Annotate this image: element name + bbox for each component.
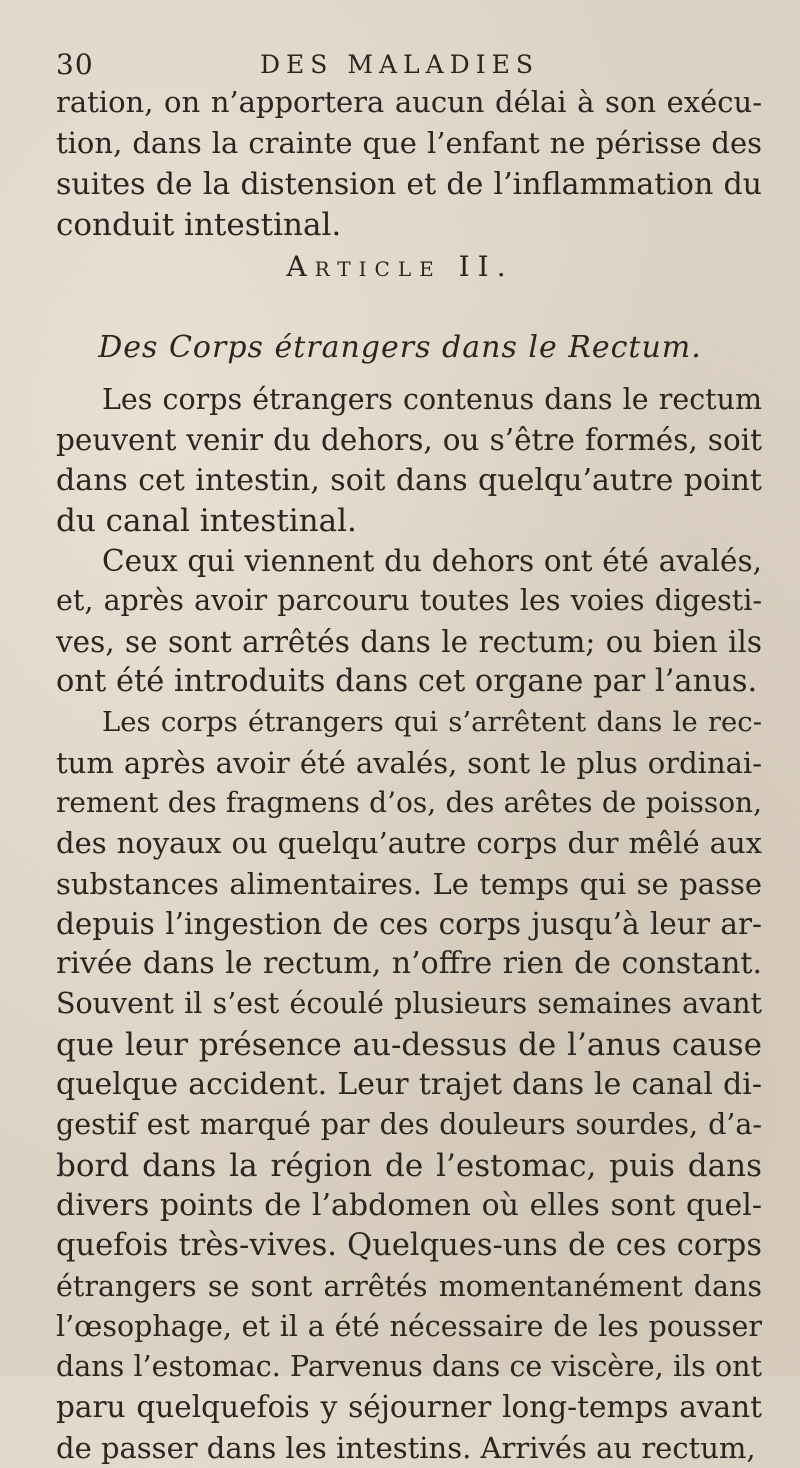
text-line: Les corps étrangers contenus dans le rectum bbox=[102, 383, 762, 416]
text-line: suites de la distension et de l’inflammation du bbox=[56, 167, 762, 202]
text-line: du canal intestinal. bbox=[56, 502, 357, 539]
text-line: tion, dans la crainte que l’enfant ne périsse des bbox=[56, 126, 762, 160]
text-line: Souvent il s’est écoulé plusieurs semaines avant bbox=[56, 987, 762, 1021]
text-line: paru quelquefois y séjourner long-temps avant bbox=[56, 1390, 762, 1425]
running-title: DES MALADIES bbox=[260, 50, 539, 79]
text-line: depuis l’ingestion de ces corps jusqu’à leur ar- bbox=[56, 906, 762, 941]
text-line: de passer dans les intestins. Arrivés au rectum, bbox=[56, 1430, 756, 1465]
text-line: ont été introduits dans cet organe par l’anus. bbox=[56, 664, 758, 700]
text-line: divers points de l’abdomen où elles sont quel- bbox=[56, 1187, 762, 1223]
text-line: et, après avoir parcouru toutes les voies digesti- bbox=[56, 584, 762, 618]
text-line: ves, se sont arrêtés dans le rectum; ou bien ils bbox=[56, 624, 762, 659]
text-line: Les corps étrangers qui s’arrêtent dans le rec- bbox=[102, 706, 762, 739]
text-line: dans cet intestin, soit dans quelqu’autre point bbox=[56, 462, 762, 498]
text-line: étrangers se sont arrêtés momentanément dans bbox=[56, 1269, 762, 1303]
text-line: conduit intestinal. bbox=[56, 207, 342, 243]
text-line: rement des fragmens d’os, des arêtes de poisson, bbox=[56, 785, 762, 819]
text-line: bord dans la région de l’estomac, puis dans bbox=[56, 1147, 762, 1184]
text-line: quelque accident. Leur trajet dans le canal di- bbox=[56, 1067, 762, 1103]
text-line: tum après avoir été avalés, sont le plus ordinai- bbox=[56, 745, 762, 780]
text-line: substances alimentaires. Le temps qui se passe bbox=[56, 866, 762, 901]
text-line: peuvent venir du dehors, ou s’être formés, soit bbox=[56, 423, 762, 458]
text-line: ration, on n’apportera aucun délai à son exécu- bbox=[56, 85, 762, 119]
text-line: dans l’estomac. Parvenus dans ce viscère, ils ont bbox=[56, 1350, 762, 1384]
text-line: que leur présence au-dessus de l’anus cause bbox=[56, 1026, 762, 1063]
text-line: l’œsophage, et il a été nécessaire de les pousser bbox=[56, 1309, 762, 1343]
article-subtitle: Des Corps étrangers dans le Rectum. bbox=[98, 330, 702, 365]
page-number: 30 bbox=[56, 48, 94, 81]
text-line: quefois très-vives. Quelques-uns de ces corps bbox=[56, 1228, 762, 1264]
text-line: des noyaux ou quelqu’autre corps dur mêlé aux bbox=[56, 826, 762, 861]
text-line: Ceux qui viennent du dehors ont été avalés, bbox=[102, 544, 762, 579]
article-heading: Article II. bbox=[286, 250, 514, 283]
text-line: rivée dans le rectum, n’offre rien de constant. bbox=[56, 946, 762, 982]
intro-paragraph bbox=[56, 82, 762, 246]
text-line: gestif est marqué par des douleurs sourdes, d’a- bbox=[56, 1108, 762, 1142]
page-header bbox=[0, 44, 800, 84]
article-body bbox=[56, 380, 762, 1468]
